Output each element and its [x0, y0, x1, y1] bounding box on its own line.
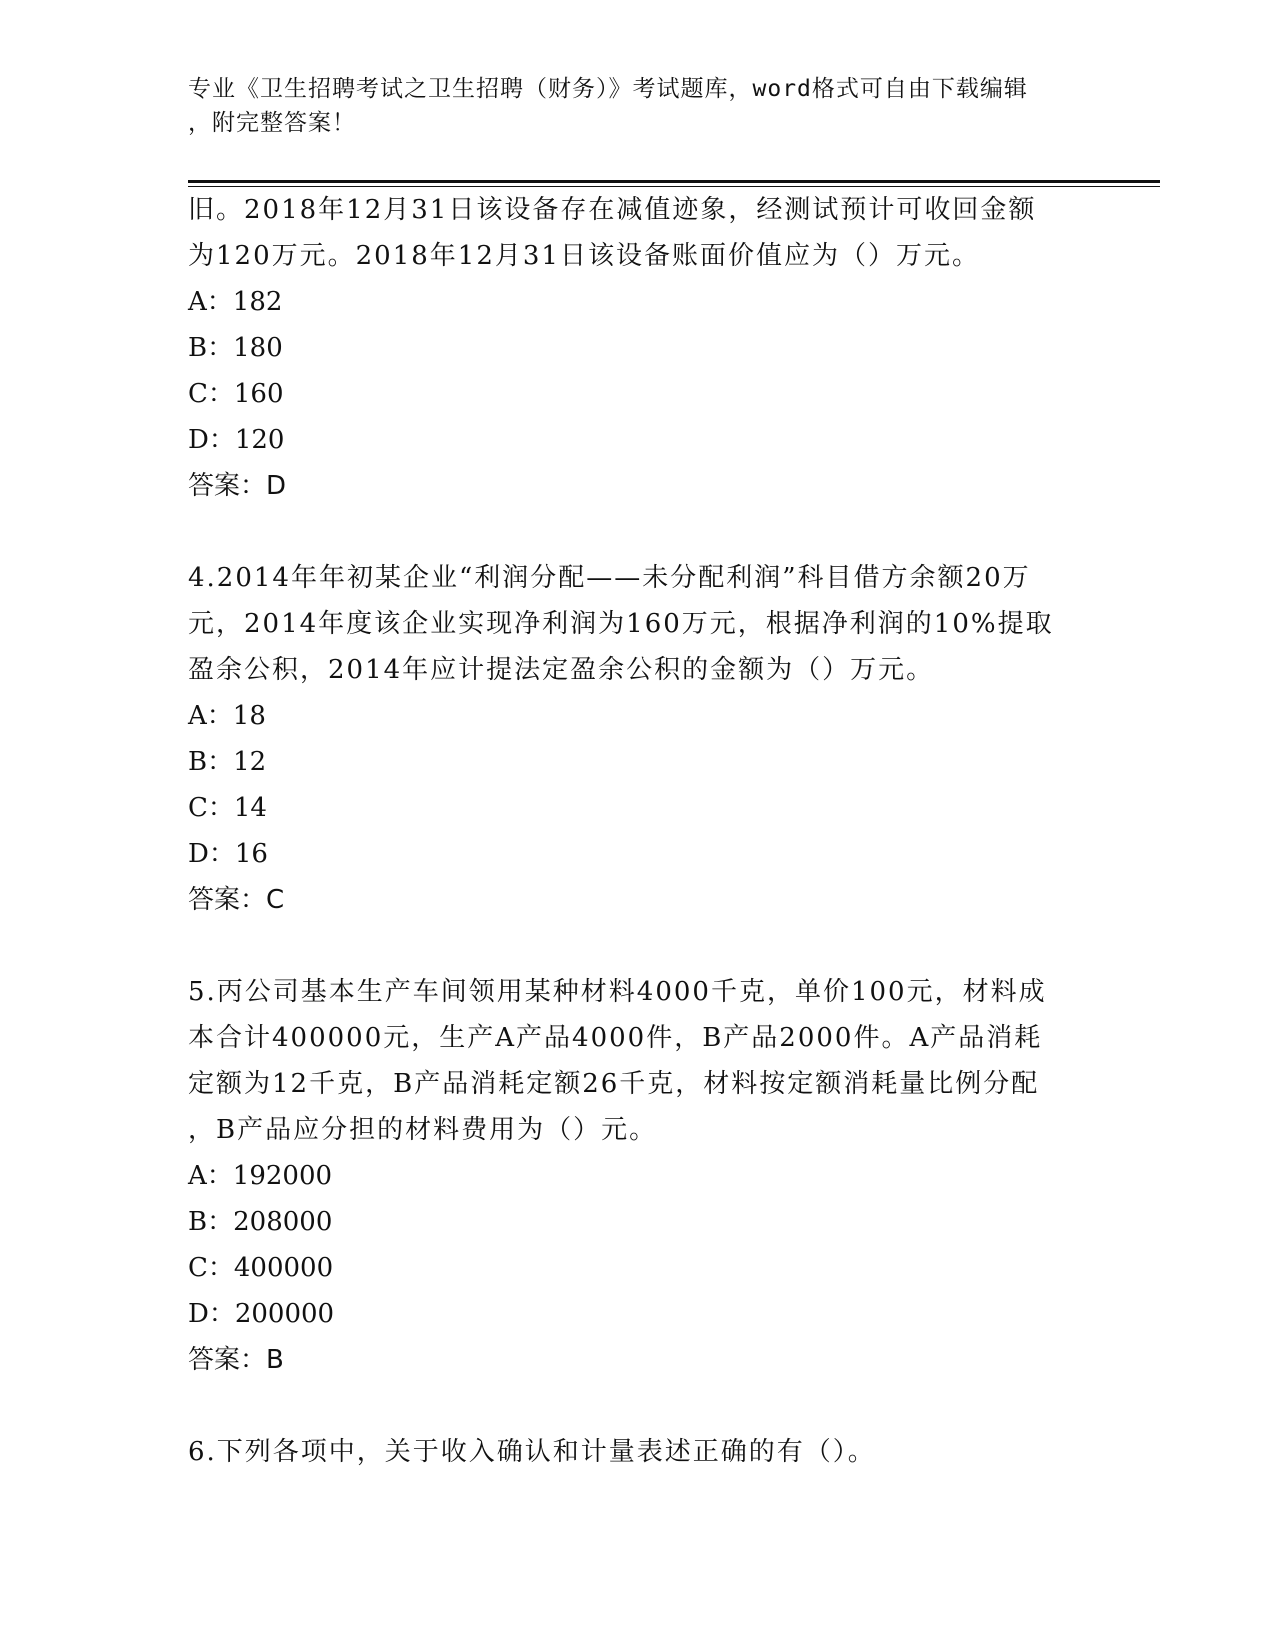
spacer	[188, 1383, 1088, 1429]
option-c: C：160	[188, 379, 284, 409]
spacer	[188, 923, 1088, 969]
question-3	[188, 187, 1088, 509]
question-text-line: 5.丙公司基本生产车间领用某种材料4000千克，单价100元，材料成	[188, 977, 1047, 1007]
option-d: D：200000	[188, 1299, 335, 1329]
question-content	[188, 187, 1088, 1475]
option-d: D：16	[188, 839, 268, 869]
option-b: B：208000	[188, 1207, 333, 1237]
question-4	[188, 555, 1088, 923]
question-text-line: ，B产品应分担的材料费用为（）元。	[188, 1115, 658, 1145]
question-text-line: 为120万元。2018年12月31日该设备账面价值应为（）万元。	[188, 241, 980, 271]
option-a: A：192000	[188, 1161, 333, 1191]
option-c: C：14	[188, 793, 267, 823]
question-text-line: 本合计400000元，生产A产品4000件，B产品2000件。A产品消耗	[188, 1023, 1043, 1053]
spacer	[188, 509, 1088, 555]
option-b: B：180	[188, 333, 283, 363]
header-line-2: ，附完整答案！	[188, 110, 356, 136]
answer-line: 答案：B	[188, 1345, 284, 1375]
question-6	[188, 1429, 1088, 1475]
answer-line: 答案：C	[188, 885, 285, 915]
option-a: A：18	[188, 701, 266, 731]
option-d: D：120	[188, 425, 285, 455]
question-text-line: 4.2014年年初某企业“利润分配——未分配利润”科目借方余额20万	[188, 563, 1031, 593]
question-text-line: 元，2014年度该企业实现净利润为160万元，根据净利润的10%提取	[188, 609, 1054, 639]
question-text-line: 旧。2018年12月31日该设备存在减值迹象，经测试预计可收回金额	[188, 195, 1037, 225]
option-c: C：400000	[188, 1253, 334, 1283]
question-text-line: 6.下列各项中，关于收入确认和计量表述正确的有（）。	[188, 1437, 876, 1467]
option-b: B：12	[188, 747, 267, 777]
question-5	[188, 969, 1088, 1383]
question-text-line: 盈余公积，2014年应计提法定盈余公积的金额为（）万元。	[188, 655, 935, 685]
question-text-line: 定额为12千克，B产品消耗定额26千克，材料按定额消耗量比例分配	[188, 1069, 1040, 1099]
option-a: A：182	[188, 287, 283, 317]
answer-line: 答案：D	[188, 471, 287, 501]
document-header	[188, 72, 1088, 140]
header-line-1: 专业《卫生招聘考试之卫生招聘（财务）》考试题库，word格式可自由下载编辑	[188, 76, 1028, 102]
header-rule-thick	[188, 180, 1160, 183]
